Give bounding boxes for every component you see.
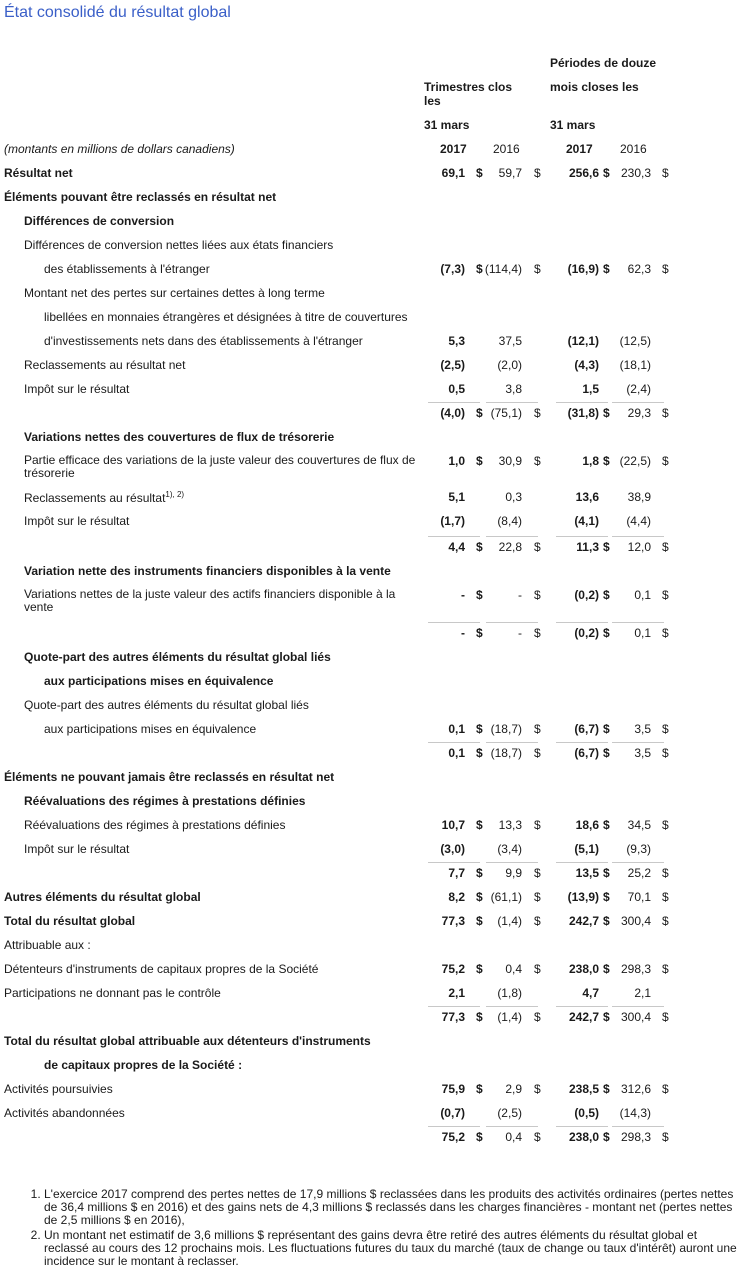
currency-symbol: $ bbox=[662, 866, 669, 880]
currency-symbol: $ bbox=[662, 962, 669, 976]
currency-symbol: $ bbox=[476, 1130, 483, 1144]
row-label bbox=[24, 238, 333, 252]
cell-value: (13,9) bbox=[567, 890, 599, 904]
cell-value: (14,3) bbox=[619, 1106, 651, 1120]
row-label bbox=[24, 382, 129, 396]
cell-value: 3,8 bbox=[505, 382, 522, 396]
currency-symbol: $ bbox=[662, 1130, 669, 1144]
cell-value: 0,3 bbox=[505, 490, 522, 504]
currency-symbol: $ bbox=[662, 1082, 669, 1096]
cell-value: (31,8) bbox=[567, 406, 599, 420]
currency-symbol: $ bbox=[534, 540, 541, 554]
currency-symbol: $ bbox=[534, 1130, 541, 1144]
currency-symbol: $ bbox=[603, 890, 610, 904]
row-label bbox=[24, 214, 174, 228]
cell-value: (1,4) bbox=[497, 914, 522, 928]
currency-symbol: $ bbox=[603, 962, 610, 976]
subtotal-rule bbox=[486, 622, 538, 623]
cell-value: (1,7) bbox=[440, 514, 465, 528]
cell-value: - bbox=[461, 588, 465, 602]
cell-value: 30,9 bbox=[498, 454, 522, 468]
cell-value: 8,2 bbox=[448, 890, 465, 904]
cell-value: 0,4 bbox=[505, 962, 522, 976]
currency-symbol: $ bbox=[662, 746, 669, 760]
row-label-text: Variation nette des instruments financiers disponibles à la vente bbox=[24, 564, 391, 578]
cell-value: (0,7) bbox=[440, 1106, 465, 1120]
row-label bbox=[24, 514, 129, 528]
row-label-text: Résultat net bbox=[4, 166, 73, 180]
currency-symbol: $ bbox=[534, 626, 541, 640]
cell-value: 10,7 bbox=[441, 818, 465, 832]
row-label-text: Réévaluations des régimes à prestations définies bbox=[24, 818, 286, 832]
cell-value: 13,5 bbox=[575, 866, 599, 880]
row-label bbox=[4, 1082, 113, 1096]
row-label bbox=[4, 986, 221, 1000]
cell-value: (7,3) bbox=[440, 262, 465, 276]
cell-value: 75,2 bbox=[441, 962, 465, 976]
currency-symbol: $ bbox=[476, 454, 483, 468]
row-label bbox=[4, 1106, 125, 1120]
cell-value: (6,7) bbox=[574, 746, 599, 760]
cell-value: - bbox=[518, 626, 522, 640]
currency-symbol: $ bbox=[603, 1130, 610, 1144]
cell-value: 0,5 bbox=[448, 382, 465, 396]
cell-value: 2,9 bbox=[505, 1082, 522, 1096]
row-label bbox=[24, 358, 185, 372]
row-label-text: Activités poursuivies bbox=[4, 1082, 113, 1096]
currency-symbol: $ bbox=[662, 406, 669, 420]
currency-symbol: $ bbox=[603, 1082, 610, 1096]
row-label-text: des établissements à l'étranger bbox=[44, 262, 210, 276]
row-label-text: d'investissements nets dans des établissements à l'étranger bbox=[44, 334, 363, 348]
row-label bbox=[24, 430, 334, 444]
cell-value: 298,3 bbox=[620, 1130, 651, 1144]
cell-value: (0,5) bbox=[574, 1106, 599, 1120]
currency-symbol: $ bbox=[534, 746, 541, 760]
cell-value: (2,4) bbox=[626, 382, 651, 396]
subtotal-rule bbox=[612, 622, 664, 623]
subtotal-rule bbox=[486, 862, 538, 863]
cell-value: (4,1) bbox=[574, 514, 599, 528]
cell-value: (1,8) bbox=[497, 986, 522, 1000]
footnote-1: 1. L'exercice 2017 comprend des pertes nettes de 17,9 millions $ reclassées dans les produits des activités ordinaires (pertes nettes de 36,4 millions $ en 2016) et des gains nets de 4,3 millions $ reclassés dans les charges financières - montant net (pertes nettes de 2,5 millions $ en 2016), bbox=[44, 1188, 740, 1227]
subtotal-rule bbox=[428, 862, 480, 863]
subtotal-rule bbox=[428, 622, 480, 623]
currency-symbol: $ bbox=[534, 166, 541, 180]
cell-value: 75,9 bbox=[441, 1082, 465, 1096]
cell-value: 13,6 bbox=[575, 490, 599, 504]
currency-symbol: $ bbox=[476, 406, 483, 420]
currency-symbol: $ bbox=[603, 914, 610, 928]
footnote-ref: 1), 2) bbox=[165, 490, 185, 499]
cell-value: 69,1 bbox=[441, 166, 465, 180]
row-label-text: Total du résultat global attribuable aux détenteurs d'instruments bbox=[4, 1034, 371, 1048]
cell-value: 3,5 bbox=[634, 746, 651, 760]
currency-symbol: $ bbox=[603, 540, 610, 554]
cell-value: 238,0 bbox=[568, 1130, 599, 1144]
cell-value: (2,5) bbox=[440, 358, 465, 372]
subtotal-rule bbox=[612, 742, 664, 743]
cell-value: (4,0) bbox=[440, 406, 465, 420]
cell-value: (2,5) bbox=[497, 1106, 522, 1120]
row-label-text: Impôt sur le résultat bbox=[24, 514, 130, 528]
cell-value: 9,9 bbox=[505, 866, 522, 880]
row-label-text: Activités abandonnées bbox=[4, 1106, 125, 1120]
subtotal-rule bbox=[428, 402, 480, 403]
currency-symbol: $ bbox=[476, 166, 483, 180]
cell-value: 5,1 bbox=[448, 490, 465, 504]
row-label bbox=[44, 1058, 242, 1072]
cell-value: 11,3 bbox=[576, 540, 599, 554]
cell-value: (3,0) bbox=[440, 842, 465, 856]
subtotal-rule bbox=[556, 862, 608, 863]
header-col-q2016: 2016 bbox=[493, 142, 520, 156]
row-label-text: Montant net des pertes sur certaines dettes à long terme bbox=[24, 286, 325, 300]
row-label bbox=[4, 890, 201, 904]
currency-symbol: $ bbox=[534, 1010, 541, 1024]
row-label-text: Reclassements au résultat bbox=[24, 491, 166, 505]
row-label-text: Impôt sur le résultat bbox=[24, 842, 130, 856]
row-label-continuation: trésorerie bbox=[24, 466, 75, 480]
currency-symbol: $ bbox=[476, 746, 483, 760]
cell-value: 242,7 bbox=[568, 914, 599, 928]
cell-value: 25,2 bbox=[627, 866, 651, 880]
subtotal-rule bbox=[556, 742, 608, 743]
cell-value: 62,3 bbox=[627, 262, 651, 276]
cell-value: - bbox=[518, 588, 522, 602]
cell-value: 7,7 bbox=[448, 866, 465, 880]
row-label-text: Différences de conversion bbox=[24, 214, 175, 228]
cell-value: 2,1 bbox=[634, 986, 651, 1000]
subtotal-rule bbox=[612, 536, 664, 537]
cell-value: (2,0) bbox=[497, 358, 522, 372]
row-label-text: Quote-part des autres éléments du résultat global liés bbox=[24, 698, 309, 712]
currency-symbol: $ bbox=[476, 1082, 483, 1096]
row-label-text: libellées en monnaies étrangères et désignées à titre de couvertures bbox=[44, 310, 408, 324]
row-label-continuation: vente bbox=[24, 600, 54, 614]
currency-symbol: $ bbox=[603, 866, 610, 880]
subtotal-rule bbox=[486, 536, 538, 537]
currency-symbol: $ bbox=[476, 588, 483, 602]
row-label-text: Total du résultat global bbox=[4, 914, 136, 928]
currency-symbol: $ bbox=[534, 818, 541, 832]
subtotal-rule bbox=[428, 1006, 480, 1007]
cell-value: 242,7 bbox=[568, 1010, 599, 1024]
row-label bbox=[24, 490, 184, 505]
currency-symbol: $ bbox=[534, 866, 541, 880]
cell-value: 1,5 bbox=[582, 382, 599, 396]
cell-value: (12,1) bbox=[567, 334, 599, 348]
row-label-text: aux participations mises en équivalence bbox=[44, 674, 274, 688]
row-label bbox=[24, 564, 391, 578]
currency-symbol: $ bbox=[662, 626, 669, 640]
cell-value: 0,1 bbox=[634, 588, 651, 602]
currency-symbol: $ bbox=[662, 540, 669, 554]
subtotal-rule bbox=[428, 742, 480, 743]
cell-value: - bbox=[461, 626, 465, 640]
row-label-text: de capitaux propres de la Société : bbox=[44, 1058, 243, 1072]
currency-symbol: $ bbox=[534, 406, 541, 420]
row-label-text: Reclassements au résultat net bbox=[24, 358, 186, 372]
row-label bbox=[24, 588, 395, 614]
currency-symbol: $ bbox=[476, 1010, 483, 1024]
cell-value: 312,6 bbox=[620, 1082, 651, 1096]
cell-value: 300,4 bbox=[620, 1010, 651, 1024]
row-label-text: Participations ne donnant pas le contrôle bbox=[4, 986, 221, 1000]
currency-symbol: $ bbox=[662, 1010, 669, 1024]
row-label bbox=[4, 962, 318, 976]
row-label-text: Variations nettes des couvertures de flux de trésorerie bbox=[24, 430, 335, 444]
currency-symbol: $ bbox=[534, 890, 541, 904]
currency-symbol: $ bbox=[534, 962, 541, 976]
row-label bbox=[24, 454, 415, 480]
cell-value: (18,1) bbox=[619, 358, 651, 372]
header-period-quarter: Trimestres clos les bbox=[424, 80, 513, 108]
cell-value: (4,3) bbox=[574, 358, 599, 372]
currency-symbol: $ bbox=[662, 166, 669, 180]
row-label bbox=[24, 794, 305, 808]
cell-value: 77,3 bbox=[441, 914, 465, 928]
row-label-text: Impôt sur le résultat bbox=[24, 382, 130, 396]
currency-symbol: $ bbox=[534, 722, 541, 736]
currency-symbol: $ bbox=[534, 1082, 541, 1096]
cell-value: (18,7) bbox=[490, 746, 522, 760]
cell-value: (5,1) bbox=[574, 842, 599, 856]
row-label bbox=[24, 842, 129, 856]
row-label-text: aux participations mises en équivalence bbox=[44, 722, 257, 736]
cell-value: 70,1 bbox=[627, 890, 651, 904]
currency-symbol: $ bbox=[603, 406, 610, 420]
subtotal-rule bbox=[556, 536, 608, 537]
cell-value: (6,7) bbox=[574, 722, 599, 736]
cell-value: (0,2) bbox=[574, 626, 599, 640]
row-label-text: Détenteurs d'instruments de capitaux propres de la Société bbox=[4, 962, 319, 976]
header-date-quarter: 31 mars bbox=[424, 118, 470, 132]
row-label bbox=[4, 938, 91, 952]
cell-value: 38,9 bbox=[627, 490, 651, 504]
cell-value: (18,7) bbox=[490, 722, 522, 736]
cell-value: 13,3 bbox=[498, 818, 522, 832]
cell-value: (0,2) bbox=[574, 588, 599, 602]
currency-symbol: $ bbox=[603, 262, 610, 276]
currency-symbol: $ bbox=[476, 866, 483, 880]
cell-value: (75,1) bbox=[490, 406, 522, 420]
currency-symbol: $ bbox=[603, 166, 610, 180]
cell-value: 18,6 bbox=[575, 818, 599, 832]
cell-value: 12,0 bbox=[627, 540, 651, 554]
currency-symbol: $ bbox=[603, 454, 610, 468]
cell-value: 34,5 bbox=[627, 818, 651, 832]
cell-value: 77,3 bbox=[441, 1010, 465, 1024]
currency-symbol: $ bbox=[662, 588, 669, 602]
header-col-y2017: 2017 bbox=[566, 142, 593, 156]
subtotal-rule bbox=[428, 536, 480, 537]
row-label-text: Quote-part des autres éléments du résultat global liés bbox=[24, 650, 331, 664]
row-label-text: Attribuable aux : bbox=[4, 938, 91, 952]
cell-value: 5,3 bbox=[448, 334, 465, 348]
subtotal-rule bbox=[612, 402, 664, 403]
currency-symbol: $ bbox=[603, 746, 610, 760]
row-label bbox=[44, 334, 363, 348]
units-note: (montants en millions de dollars canadiens) bbox=[4, 142, 235, 156]
row-label bbox=[4, 166, 73, 180]
subtotal-rule bbox=[486, 1126, 538, 1127]
currency-symbol: $ bbox=[476, 722, 483, 736]
row-label bbox=[44, 722, 256, 736]
cell-value: 1,0 bbox=[448, 454, 465, 468]
currency-symbol: $ bbox=[534, 914, 541, 928]
currency-symbol: $ bbox=[476, 818, 483, 832]
subtotal-rule bbox=[556, 1006, 608, 1007]
cell-value: 4,4 bbox=[448, 540, 465, 554]
currency-symbol: $ bbox=[534, 262, 541, 276]
cell-value: 59,7 bbox=[498, 166, 522, 180]
subtotal-rule bbox=[556, 402, 608, 403]
currency-symbol: $ bbox=[476, 626, 483, 640]
cell-value: (12,5) bbox=[619, 334, 651, 348]
row-label-text: Différences de conversion nettes liées aux états financiers bbox=[24, 238, 334, 252]
currency-symbol: $ bbox=[603, 1010, 610, 1024]
row-label bbox=[24, 698, 309, 712]
cell-value: (3,4) bbox=[497, 842, 522, 856]
row-label bbox=[44, 674, 273, 688]
row-label-text: Éléments pouvant être reclassés en résultat net bbox=[4, 190, 277, 204]
cell-value: (16,9) bbox=[567, 262, 599, 276]
cell-value: 238,5 bbox=[568, 1082, 599, 1096]
cell-value: (1,4) bbox=[497, 1010, 522, 1024]
subtotal-rule bbox=[556, 1126, 608, 1127]
currency-symbol: $ bbox=[662, 818, 669, 832]
row-label bbox=[4, 190, 276, 204]
subtotal-rule bbox=[486, 1006, 538, 1007]
footnotes bbox=[24, 1188, 740, 1270]
subtotal-rule bbox=[612, 862, 664, 863]
row-label bbox=[4, 770, 334, 784]
subtotal-rule bbox=[486, 742, 538, 743]
currency-symbol: $ bbox=[603, 626, 610, 640]
currency-symbol: $ bbox=[476, 962, 483, 976]
cell-value: (114,4) bbox=[484, 262, 522, 276]
header-period-year-line1: Périodes de douze bbox=[550, 56, 657, 70]
cell-value: 22,8 bbox=[498, 540, 522, 554]
subtotal-rule bbox=[612, 1006, 664, 1007]
currency-symbol: $ bbox=[603, 818, 610, 832]
subtotal-rule bbox=[612, 1126, 664, 1127]
cell-value: 300,4 bbox=[620, 914, 651, 928]
cell-value: 298,3 bbox=[620, 962, 651, 976]
currency-symbol: $ bbox=[534, 454, 541, 468]
row-label bbox=[4, 914, 135, 928]
row-label-text: Réévaluations des régimes à prestations définies bbox=[24, 794, 306, 808]
currency-symbol: $ bbox=[603, 722, 610, 736]
currency-symbol: $ bbox=[662, 914, 669, 928]
row-label bbox=[24, 286, 325, 300]
currency-symbol: $ bbox=[662, 722, 669, 736]
cell-value: 4,7 bbox=[582, 986, 599, 1000]
cell-value: (61,1) bbox=[490, 890, 522, 904]
cell-value: 2,1 bbox=[448, 986, 465, 1000]
cell-value: (4,4) bbox=[626, 514, 651, 528]
subtotal-rule bbox=[428, 1126, 480, 1127]
footnote-2: 2. Un montant net estimatif de 3,6 millions $ représentant des gains devra être retiré des autres éléments du résultat global et reclassé au cours des 12 prochains mois. Les fluctuations futures du taux du marché (taux de change ou taux d'intérêt) auront une incidence sur le montant à reclasser. bbox=[44, 1229, 740, 1268]
cell-value: 0,4 bbox=[505, 1130, 522, 1144]
row-label bbox=[44, 262, 210, 276]
currency-symbol: $ bbox=[662, 454, 669, 468]
header-col-y2016: 2016 bbox=[620, 142, 647, 156]
row-label bbox=[44, 310, 408, 324]
cell-value: 3,5 bbox=[634, 722, 651, 736]
cell-value: 0,1 bbox=[448, 746, 465, 760]
currency-symbol: $ bbox=[476, 890, 483, 904]
currency-symbol: $ bbox=[603, 588, 610, 602]
cell-value: 37,5 bbox=[498, 334, 522, 348]
cell-value: 0,1 bbox=[448, 722, 465, 736]
header-date-year: 31 mars bbox=[550, 118, 596, 132]
currency-symbol: $ bbox=[476, 914, 483, 928]
subtotal-rule bbox=[556, 622, 608, 623]
subtotal-rule bbox=[486, 402, 538, 403]
currency-symbol: $ bbox=[534, 588, 541, 602]
row-label-text: Éléments ne pouvant jamais être reclassés en résultat net bbox=[4, 770, 335, 784]
currency-symbol: $ bbox=[662, 890, 669, 904]
cell-value: 256,6 bbox=[568, 166, 599, 180]
cell-value: 0,1 bbox=[634, 626, 651, 640]
cell-value: (8,4) bbox=[497, 514, 522, 528]
cell-value: (9,3) bbox=[626, 842, 651, 856]
currency-symbol: $ bbox=[662, 262, 669, 276]
cell-value: 29,3 bbox=[627, 406, 651, 420]
cell-value: (22,5) bbox=[619, 454, 651, 468]
currency-symbol: $ bbox=[476, 262, 483, 276]
header-col-q2017: 2017 bbox=[440, 142, 467, 156]
cell-value: 75,2 bbox=[441, 1130, 465, 1144]
row-label bbox=[4, 1034, 371, 1048]
row-label-text: Autres éléments du résultat global bbox=[4, 890, 201, 904]
row-label bbox=[24, 650, 331, 664]
header-period-year-line2: mois closes les bbox=[550, 80, 639, 94]
currency-symbol: $ bbox=[476, 540, 483, 554]
cell-value: 230,3 bbox=[620, 166, 651, 180]
page-title: État consolidé du résultat global bbox=[4, 4, 231, 21]
row-label-text: Variations nettes de la juste valeur des actifs financiers disponible à la bbox=[24, 587, 396, 601]
cell-value: 1,8 bbox=[582, 454, 599, 468]
cell-value: 238,0 bbox=[568, 962, 599, 976]
row-label bbox=[24, 818, 285, 832]
row-label-text: Partie efficace des variations de la juste valeur des couvertures de flux de bbox=[24, 453, 416, 467]
